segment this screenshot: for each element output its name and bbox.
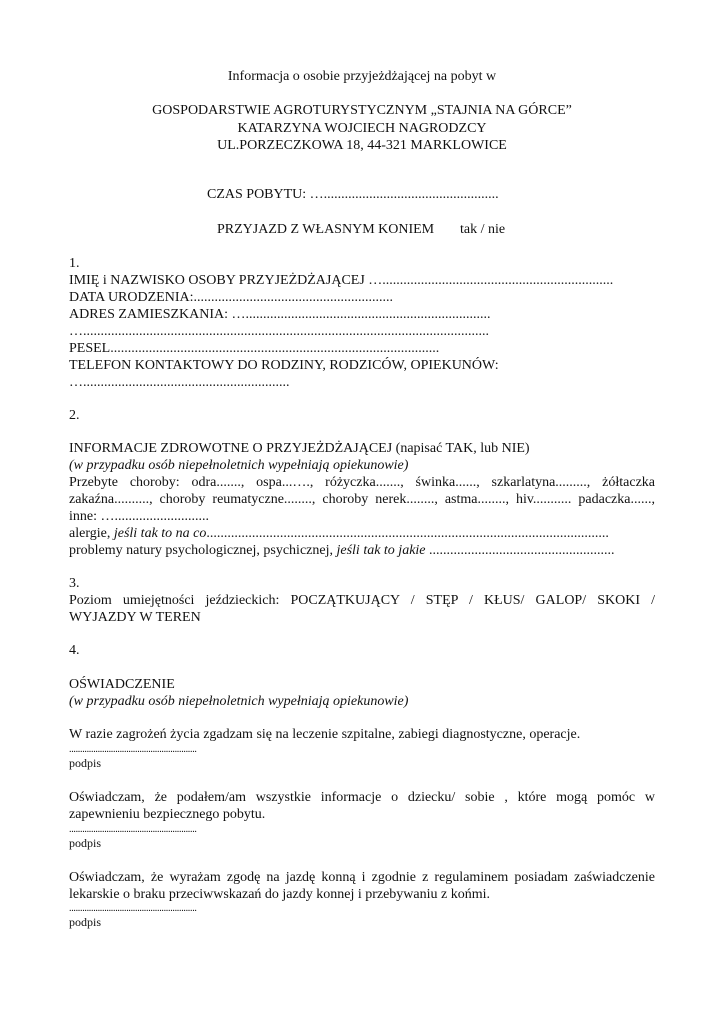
health-info-title: INFORMACJE ZDROWOTNE O PRZYJEŻDŻAJĄCEJ (napisać TAK, lub NIE) (69, 441, 530, 456)
section-3-number: 3. (69, 576, 80, 591)
address-field[interactable]: ADRES ZAMIESZKANIA: …...................................................................... (69, 307, 491, 322)
section-2-number: 2. (69, 408, 80, 423)
own-horse-label: PRZYJAZD Z WŁASNYM KONIEM (217, 222, 435, 237)
contact-phone-field[interactable]: …........................................................... (69, 375, 290, 390)
birth-date-field[interactable]: DATA URODZENIA:......................................................... (69, 290, 393, 305)
diseases-other-field[interactable]: inne: …........................... (69, 509, 209, 524)
own-horse-choice[interactable]: tak / nie (460, 222, 506, 237)
pesel-field[interactable]: PESEL.............................................................................................. (69, 341, 440, 356)
stay-time-field[interactable]: CZAS POBYTU: ….................................................. (207, 187, 499, 202)
signature-label-3: podpis (69, 915, 102, 929)
statement-riding-consent-line-1: Oświadczam, że wyrażam zgodę na jazdę konną i zgodnie z regulaminem posiadam zaświadczenie (69, 870, 655, 885)
statement-riding-consent-line-2: lekarskie o braku przeciwwskazań do jazdy konnej i przebywaniu z końmi. (69, 887, 491, 902)
diseases-line-2[interactable]: zakaźna.........., choroby reumatyczne........, choroby nerek........, astma........, hiv........... padaczka......, (69, 492, 655, 507)
declaration-note: (w przypadku osób niepełnoletnich wypełniają opiekunowie) (69, 694, 409, 709)
document-intro: Informacja o osobie przyjeżdżającej na pobyt w (227, 69, 497, 84)
psych-dots: ..................................................... (425, 543, 615, 558)
section-4-number: 4. (69, 643, 80, 658)
allergies-dots: ................................................................................................................... (206, 526, 609, 541)
contact-phone-label: TELEFON KONTAKTOWY DO RODZINY, RODZICÓW, OPIEKUNÓW: (69, 358, 499, 373)
signature-line-2[interactable]: .......................................................... (69, 824, 197, 835)
statement-info-line-1: Oświadczam, że podałem/am wszystkie informacje o dziecku/ sobie , które mogą pomóc w (69, 790, 655, 805)
diseases-line-1[interactable]: Przebyte choroby: odra......., ospa...…., różyczka......., świnka......, szkarlatyna........., żółtaczka (69, 475, 655, 490)
signature-label-1: podpis (69, 756, 102, 770)
name-field[interactable]: IMIĘ i NAZWISKO OSOBY PRZYJEŻDŻAJĄCEJ ….................................................................. (69, 273, 614, 288)
allergies-question: jeśli tak to na co (113, 526, 207, 541)
section-1-number: 1. (69, 256, 80, 271)
farm-owners: KATARZYNA WOJCIECH NAGRODZCY (237, 121, 487, 136)
statement-info-line-2: zapewnieniu bezpiecznego pobytu. (69, 807, 266, 822)
address-field-continued[interactable]: ….................................................................................................................... (69, 324, 489, 339)
farm-address: UL.PORZECZKOWA 18, 44-321 MARKLOWICE (217, 138, 507, 153)
psych-question: jeśli tak to jakie (336, 543, 426, 558)
riding-skill-line-2[interactable]: WYJAZDY W TEREN (69, 610, 201, 625)
declaration-title: OŚWIADCZENIE (69, 677, 175, 692)
riding-skill-line-1[interactable]: Poziom umiejętności jeździeckich: POCZĄTKUJĄCY / STĘP / KŁUS/ GALOP/ SKOKI / (69, 593, 655, 608)
allergies-field[interactable] (69, 525, 609, 542)
signature-line-1[interactable]: .......................................................... (69, 744, 197, 755)
signature-line-3[interactable]: .......................................................... (69, 903, 197, 914)
signature-label-2: podpis (69, 836, 102, 850)
farm-name: GOSPODARSTWIE AGROTURYSTYCZNYM „STAJNIA NA GÓRCE” (152, 103, 572, 118)
allergies-label: alergie, (69, 526, 114, 541)
health-info-note: (w przypadku osób niepełnoletnich wypełniają opiekunowie) (69, 458, 409, 473)
statement-medical-consent: W razie zagrożeń życia zgadzam się na leczenie szpitalne, zabiegi diagnostyczne, operacje. (69, 727, 581, 742)
psychological-problems-field[interactable] (69, 542, 615, 559)
psych-label: problemy natury psychologicznej, psychicznej, (69, 543, 337, 558)
